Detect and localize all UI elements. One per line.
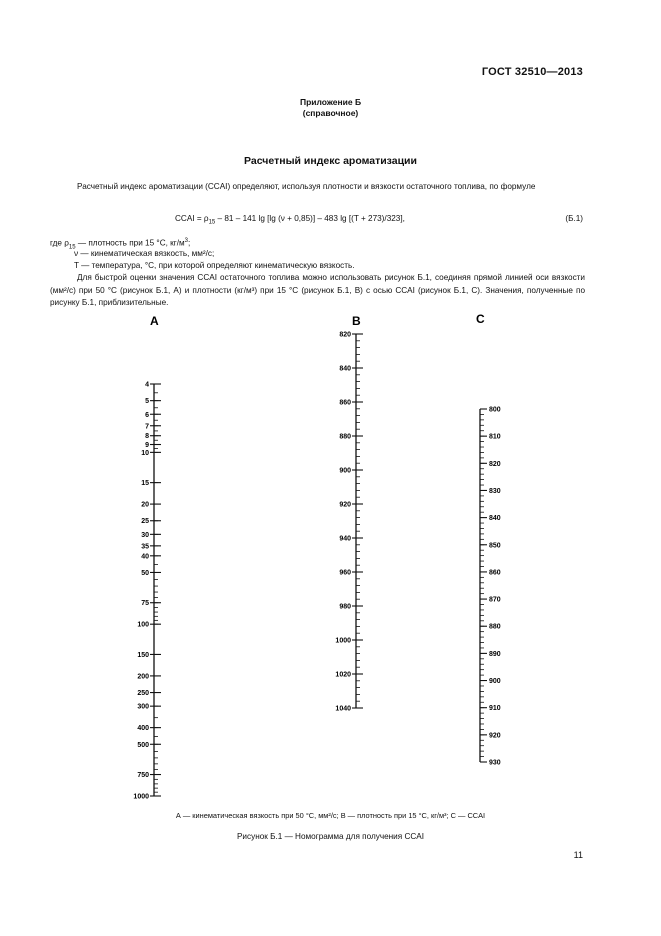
tick-label-C: 820 bbox=[489, 460, 501, 468]
tick-label-B: 980 bbox=[339, 603, 351, 611]
tick-label-B: 960 bbox=[339, 569, 351, 577]
tick-label-A: 300 bbox=[137, 703, 149, 711]
axis-name-C: C bbox=[476, 312, 485, 326]
tick-label-B: 880 bbox=[339, 433, 351, 441]
tick-label-C: 860 bbox=[489, 569, 501, 577]
tick-label-A: 50 bbox=[141, 569, 149, 577]
note-paragraph: Для быстрой оценки значения CCAI остаточного топлива можно использовать рисунок Б.1, соединяя прямой линией оси вязкости (мм²/с) при 50 °С (рисунок Б.1, А) и плотности (кг/м³) при 15 °С (рисунок Б.1, В) с осью CCAI (рисунок Б.1, С). Значения, полученные по рисунку Б.1, приблизительные. bbox=[50, 273, 585, 307]
formula-text: CCAI = $\rho_{15} - 81 - 141$ lg [lg (ν + 0,85)] – 483 lg [(T + 273)/323], bbox=[175, 214, 405, 226]
tick-label-A: 200 bbox=[137, 673, 149, 681]
intro-paragraph: Расчетный индекс ароматизации (CCAI) определяют, используя плотности и вязкости остаточного топлива, по формуле bbox=[77, 182, 536, 191]
tick-label-B: 940 bbox=[339, 535, 351, 543]
figure-caption: Рисунок Б.1 — Номограмма для получения CCAI bbox=[236, 832, 425, 841]
axis-name-B: B bbox=[352, 314, 361, 328]
tick-label-A: 10 bbox=[141, 449, 149, 457]
tick-label-C: 880 bbox=[489, 623, 501, 631]
where-line-density: где $\rho_{15}$ — плотность при 15 °С, $кг/м^3$; bbox=[50, 238, 191, 251]
tick-label-A: 6 bbox=[145, 411, 149, 419]
section-title: Расчетный индекс ароматизации bbox=[244, 155, 417, 167]
tick-label-A: 30 bbox=[141, 531, 149, 539]
tick-label-A: 15 bbox=[141, 480, 149, 488]
tick-label-B: 1000 bbox=[335, 637, 351, 645]
tick-label-A: 40 bbox=[141, 553, 149, 561]
tick-label-C: 870 bbox=[489, 596, 501, 604]
tick-label-B: 920 bbox=[339, 501, 351, 509]
tick-label-A: 20 bbox=[141, 501, 149, 509]
tick-label-C: 850 bbox=[489, 542, 501, 550]
page-number: 11 bbox=[573, 850, 583, 860]
formula-number: (Б.1) bbox=[565, 214, 583, 223]
tick-label-B: 860 bbox=[339, 399, 351, 407]
tick-label-B: 820 bbox=[339, 331, 351, 339]
tick-label-A: 8 bbox=[145, 433, 149, 441]
tick-label-C: 910 bbox=[489, 705, 501, 713]
tick-label-C: 920 bbox=[489, 732, 501, 740]
tick-label-A: 150 bbox=[137, 651, 149, 659]
tick-label-C: 800 bbox=[489, 406, 501, 414]
tick-label-B: 1040 bbox=[335, 705, 351, 713]
tick-label-A: 750 bbox=[137, 772, 149, 780]
annex-title: Приложение Б bbox=[299, 97, 362, 107]
tick-label-A: 1000 bbox=[133, 793, 149, 801]
tick-label-A: 500 bbox=[137, 741, 149, 749]
tick-label-C: 890 bbox=[489, 650, 501, 658]
tick-label-A: 250 bbox=[137, 690, 149, 698]
tick-label-C: 810 bbox=[489, 433, 501, 441]
where-line-viscosity: ν — кинематическая вязкость, мм²/с; bbox=[74, 249, 215, 258]
tick-label-A: 7 bbox=[145, 423, 149, 431]
tick-label-C: 900 bbox=[489, 678, 501, 686]
tick-label-A: 25 bbox=[141, 518, 149, 526]
tick-label-A: 5 bbox=[145, 398, 149, 406]
axis-name-A: A bbox=[150, 314, 159, 328]
tick-label-A: 400 bbox=[137, 725, 149, 733]
where-line-temperature: T — температура, °С, при которой определяют кинематическую вязкость. bbox=[74, 261, 355, 270]
tick-label-A: 9 bbox=[145, 442, 149, 450]
tick-label-A: 100 bbox=[137, 621, 149, 629]
figure-legend: А — кинематическая вязкость при 50 °С, мм²/с; В — плотность при 15 °С, кг/м³; С — CCAI bbox=[175, 811, 486, 820]
tick-label-A: 4 bbox=[145, 381, 149, 389]
tick-label-A: 75 bbox=[141, 600, 149, 608]
annex-subtitle: (справочное) bbox=[302, 108, 359, 118]
tick-label-C: 830 bbox=[489, 487, 501, 495]
tick-label-C: 930 bbox=[489, 759, 501, 767]
tick-label-B: 1020 bbox=[335, 671, 351, 679]
tick-label-B: 900 bbox=[339, 467, 351, 475]
tick-label-A: 35 bbox=[141, 543, 149, 551]
tick-label-C: 840 bbox=[489, 515, 501, 523]
document-code: ГОСТ 32510—2013 bbox=[481, 66, 583, 78]
tick-label-B: 840 bbox=[339, 365, 351, 373]
